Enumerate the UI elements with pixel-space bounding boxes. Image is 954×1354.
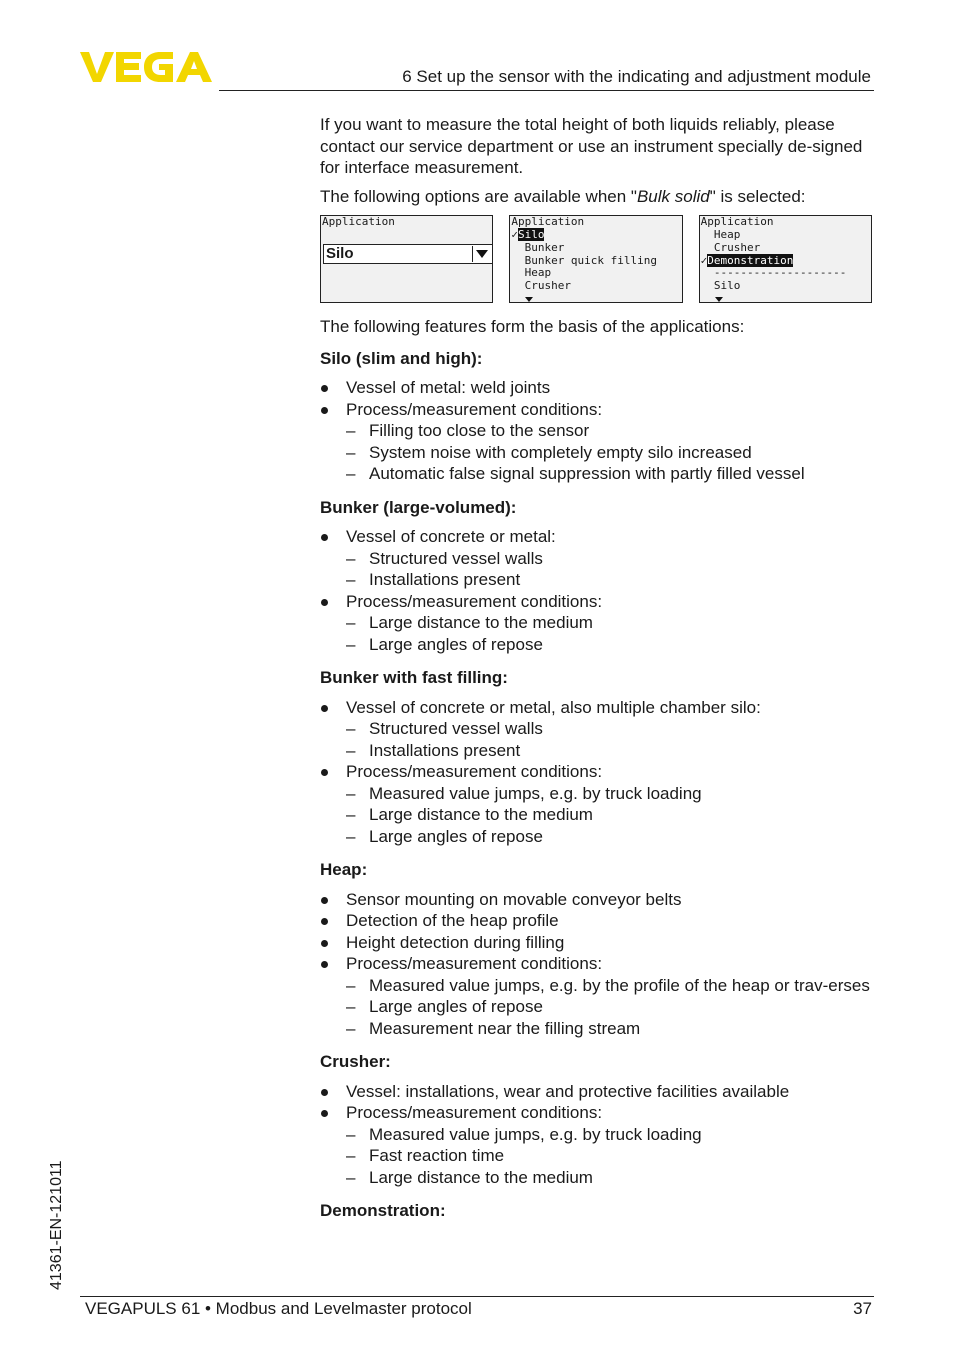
display-screen-application-list-end	[699, 215, 872, 303]
section	[320, 859, 872, 1039]
list-separator: --------------------	[713, 266, 847, 280]
list-item	[320, 953, 872, 1039]
scroll-down-icon	[701, 293, 847, 303]
bullet-list	[320, 1081, 872, 1189]
dash-item: – Automatic false signal suppression with partly filled vessel	[346, 463, 872, 485]
bullet-text: Sensor mounting on movable conveyor belts	[346, 889, 682, 909]
bullet-text: Vessel: installations, wear and protective facilities available	[346, 1081, 790, 1101]
bullet-text: Process/measurement conditions:	[346, 399, 603, 419]
list-item	[320, 697, 872, 762]
list-item	[320, 377, 872, 399]
section-heading: Bunker (large-volumed):	[320, 497, 517, 517]
bullet-list	[320, 526, 872, 655]
list-item	[320, 1102, 872, 1188]
check-icon: ✓	[700, 253, 708, 267]
list-item[interactable]: Heap	[524, 266, 552, 280]
dash-item: – System noise with completely empty silo increased	[346, 442, 872, 464]
scroll-down-icon	[511, 293, 657, 303]
main-content	[320, 114, 872, 1234]
screen-title: Application	[322, 215, 395, 228]
dash-item: – Measurement near the filling stream	[346, 1018, 872, 1040]
bullet-text: Vessel of concrete or metal:	[346, 527, 556, 546]
dash-item: – Large distance to the medium	[346, 612, 872, 634]
display-screen-application	[320, 215, 493, 303]
dash-item: – Filling too close to the sensor	[346, 420, 872, 442]
list-item[interactable]: Heap	[713, 228, 741, 241]
dash-list	[346, 1124, 872, 1189]
dash-list	[346, 612, 872, 655]
section	[320, 1200, 872, 1222]
vega-logo	[80, 50, 212, 89]
list-item	[320, 399, 872, 485]
list-item	[320, 1081, 872, 1103]
application-list	[701, 229, 847, 303]
bullet-text: Height detection during filling	[346, 932, 565, 952]
list-item[interactable]: Silo	[713, 279, 741, 293]
page-number: 37	[853, 1299, 872, 1318]
dash-list	[346, 783, 872, 848]
check-icon: ✓	[511, 228, 518, 241]
dash-item: – Structured vessel walls	[346, 548, 872, 570]
screen-title: Application	[511, 215, 585, 228]
display-screens	[320, 215, 872, 303]
bullet-list	[320, 697, 872, 848]
bullet-list	[320, 889, 872, 1040]
footer-rule	[80, 1296, 874, 1297]
footer-product: VEGAPULS 61 • Modbus and Levelmaster protocol	[85, 1299, 472, 1318]
section-heading: Crusher:	[320, 1052, 391, 1071]
dash-list	[346, 420, 872, 485]
list-item	[320, 761, 872, 847]
header-rule	[219, 90, 874, 91]
application-select-value: Silo	[326, 245, 354, 262]
bullet-list	[320, 377, 872, 485]
section-heading: Bunker with fast filling:	[320, 668, 508, 687]
list-item	[320, 591, 872, 656]
list-item	[320, 910, 872, 932]
dash-item: – Fast reaction time	[346, 1145, 872, 1167]
bullet-text: Process/measurement conditions:	[346, 762, 603, 781]
list-item[interactable]: Bunker quick filling	[524, 253, 658, 267]
dash-item: – Measured value jumps, e.g. by truck loading	[346, 783, 872, 805]
list-item[interactable]: Bunker	[524, 240, 565, 254]
dash-item: – Measured value jumps, e.g. by the profile of the heap or trav-erses	[346, 975, 872, 997]
list-item[interactable]: Crusher	[713, 240, 761, 254]
application-select[interactable]	[323, 244, 493, 264]
dropdown-arrow-icon	[472, 246, 491, 262]
bullet-text: Vessel of concrete or metal, also multiple chamber silo:	[346, 697, 761, 717]
section-heading: Silo (slim and high):	[320, 348, 483, 368]
bullet-text: Vessel of metal: weld joints	[346, 378, 551, 397]
basis-paragraph: The following features form the basis of the applications:	[320, 317, 745, 336]
dash-list	[346, 718, 872, 761]
dash-list	[346, 975, 872, 1040]
dash-item: – Large angles of repose	[346, 634, 872, 656]
dash-item: – Structured vessel walls	[346, 718, 872, 740]
dash-item: – Large angles of repose	[346, 826, 872, 848]
list-item	[320, 889, 872, 911]
dash-item: – Measured value jumps, e.g. by truck loading	[346, 1124, 872, 1146]
list-item[interactable]: Crusher	[524, 279, 571, 293]
page-header-title: 6 Set up the sensor with the indicating and adjustment module	[402, 67, 871, 86]
intro-paragraph: If you want to measure the total height of both liquids reliably, please contact our service department or use an instrument specially de-signed for interface measurement.	[320, 115, 863, 177]
dash-item: – Large distance to the medium	[346, 1167, 872, 1189]
dash-item: – Installations present	[346, 569, 872, 591]
dash-item: – Large angles of repose	[346, 996, 872, 1018]
list-item	[320, 932, 872, 954]
dash-item: – Large distance to the medium	[346, 804, 872, 826]
section-heading: Heap:	[320, 860, 368, 879]
list-item	[320, 526, 872, 591]
bullet-text: Process/measurement conditions:	[346, 591, 603, 611]
list-item-selected[interactable]: ✓Silo	[511, 228, 545, 241]
section	[320, 667, 872, 847]
section	[320, 348, 872, 485]
application-sections	[320, 348, 872, 1222]
dash-list	[346, 548, 872, 591]
screen-title: Application	[700, 215, 774, 228]
section	[320, 497, 872, 656]
list-item-selected[interactable]: ✓Demonstration	[700, 253, 794, 267]
section	[320, 1051, 872, 1188]
application-list	[511, 229, 657, 303]
bullet-text: Process/measurement conditions:	[346, 954, 603, 973]
display-screen-application-list	[509, 215, 682, 303]
options-paragraph: The following options are available when "Bulk solid" is selected:	[320, 186, 806, 206]
bullet-text: Detection of the heap profile	[346, 911, 559, 930]
document-code: 41361-EN-121011	[48, 1160, 65, 1290]
section-heading: Demonstration:	[320, 1201, 446, 1220]
bullet-text: Process/measurement conditions:	[346, 1103, 603, 1122]
dash-item: – Installations present	[346, 740, 872, 762]
